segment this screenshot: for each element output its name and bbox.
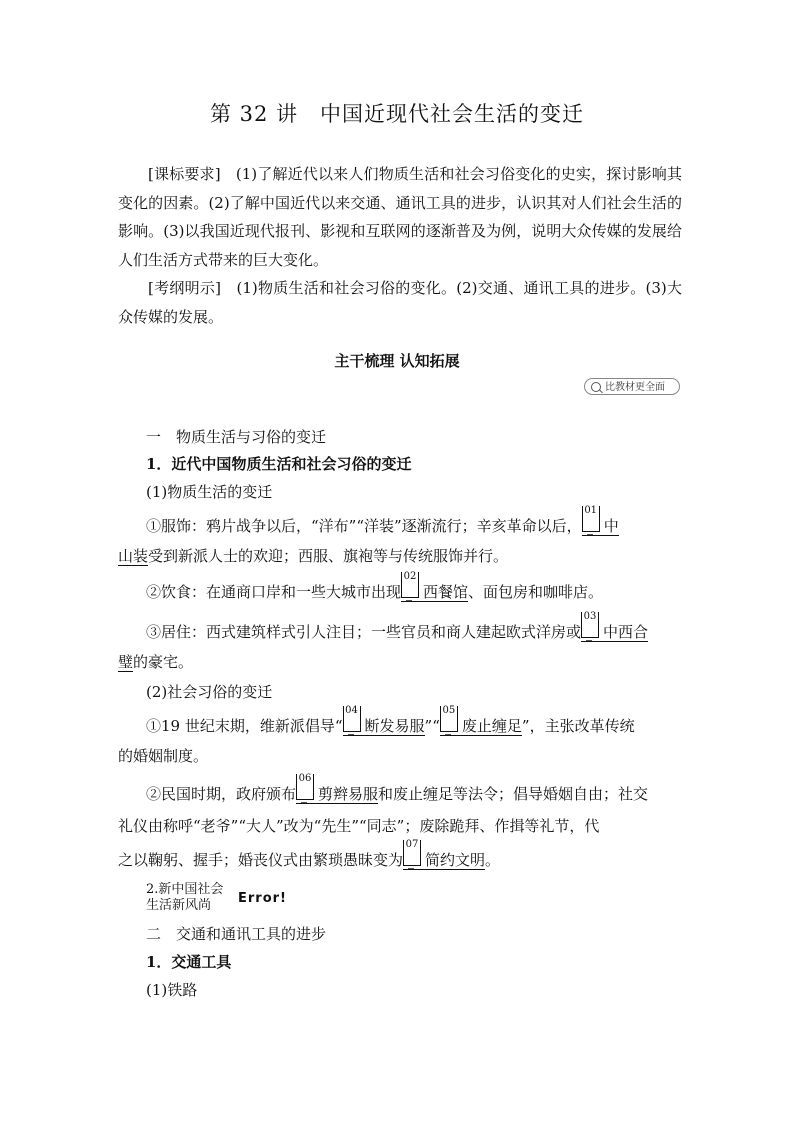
republic-line: [146, 773, 649, 804]
reform-line-2: 的婚姻制度。: [118, 747, 209, 765]
blank-number: 06: [296, 774, 314, 800]
blank-answer: 断发易服: [364, 717, 425, 735]
curriculum-text: (1)了解近代以来人们物质生活和社会习俗变化的史实，探讨影响其变化的因素。(2)了解中国近代以来交通、通讯工具的进步，认识其对人们社会生活的影响。(3)以我国近现代报刊、影视和互联网的逐渐普及为例，说明大众传媒的发展给人们生活方式带来的巨大变化。: [118, 165, 682, 269]
answer-blank: [403, 839, 486, 870]
blank-number: 01: [582, 506, 600, 532]
blank-answer: 简约文明: [425, 851, 486, 869]
republic-line-2: 礼仪由称呼“老爷”“大人”改为“先生”“同志”；废除跪拜、作揖等礼节，代: [118, 817, 600, 835]
answer-blank: [440, 705, 522, 736]
blank-number: 05: [440, 706, 458, 732]
reform-line: [146, 705, 635, 736]
answer-blank: [582, 505, 619, 536]
search-icon: [591, 382, 601, 392]
reform-text-mid: ”“: [424, 717, 440, 735]
housing-line-2: [118, 651, 193, 672]
reform-text-2: ”，主张改革传统: [521, 717, 635, 735]
exam-outline-label: [考纲明示]: [148, 279, 221, 297]
item-two-line-1: 2.新中国社会: [146, 882, 224, 897]
blank-answer-continued: 山装: [118, 547, 149, 565]
material-life-heading: (1)物质生活的变迁: [146, 483, 273, 501]
republic-text: ②民国时期，政府颁布: [146, 785, 297, 803]
food-text: ②饮食：在通商口岸和一些大城市出现: [146, 583, 402, 601]
curriculum-label: [课标要求]: [148, 165, 221, 183]
exam-outline: [118, 274, 682, 331]
republic-text-4: 。: [485, 851, 501, 869]
blank-number: 04: [343, 706, 361, 732]
answer-blank: [401, 571, 469, 602]
food-line: [146, 571, 604, 602]
section-two-heading: 二 交通和通讯工具的进步: [146, 925, 327, 943]
page-title: 第 32 讲 中国近现代社会生活的变迁: [209, 102, 585, 126]
food-text-2: 、面包房和咖啡店。: [468, 583, 604, 601]
answer-blank: [343, 705, 425, 736]
curriculum-requirements: [118, 160, 682, 274]
clothing-text: ①服饰：鸦片战争以后，“洋布”“洋装”逐渐流行；辛亥革命以后，: [146, 517, 582, 535]
more-complete-badge[interactable]: [584, 378, 680, 395]
blank-number: 07: [403, 840, 421, 866]
blank-answer: 剪辫易服: [318, 785, 379, 803]
housing-text-2: 的豪宅。: [133, 653, 194, 671]
blank-number: 03: [581, 612, 599, 638]
item-two-line-2: 生活新风尚: [146, 898, 212, 913]
blank-answer: 西餐馆: [423, 583, 469, 601]
republic-text-2: 和废止缠足等法令；倡导婚姻自由；社交: [378, 785, 649, 803]
railway-heading: (1)铁路: [146, 981, 198, 999]
housing-text: ③居住：西式建筑样式引人注目；一些官员和商人建起欧式洋房或: [146, 623, 582, 641]
error-field-text: Error!: [238, 891, 287, 906]
blank-answer: 中: [603, 517, 619, 535]
badge-label: 比教材更全面: [605, 382, 665, 393]
clothing-text-2: 受到新派人士的欢迎；西服、旗袍等与传统服饰并行。: [148, 547, 509, 565]
transport-heading: 1．交通工具: [146, 953, 232, 971]
reform-text: ①19 世纪末期，维新派倡导“: [146, 717, 343, 735]
section-one-heading: 一 物质生活与习俗的变迁: [146, 428, 327, 446]
republic-text-3: 之以鞠躬、握手；婚丧仪式由繁琐愚昧变为: [118, 851, 404, 869]
customs-heading: (2)社会习俗的变迁: [146, 683, 273, 701]
blank-answer-continued: 璧: [118, 653, 134, 671]
answer-blank: [296, 773, 379, 804]
clothing-line-2: [118, 545, 508, 566]
answer-blank: [581, 611, 649, 642]
section-title: 主干梳理 认知拓展: [334, 352, 460, 370]
blank-number: 02: [401, 572, 419, 598]
exam-outline-text: (1)物质生活和社会习俗的变化。(2)交通、通讯工具的进步。(3)大众传媒的发展。: [118, 279, 682, 326]
blank-answer: 废止缠足: [461, 717, 522, 735]
republic-line-3: [118, 839, 501, 870]
blank-answer: 中西合: [603, 623, 649, 641]
subsection-heading: 1．近代中国物质生活和社会习俗的变迁: [146, 455, 412, 473]
housing-line: [146, 611, 649, 642]
clothing-line: [146, 505, 619, 536]
